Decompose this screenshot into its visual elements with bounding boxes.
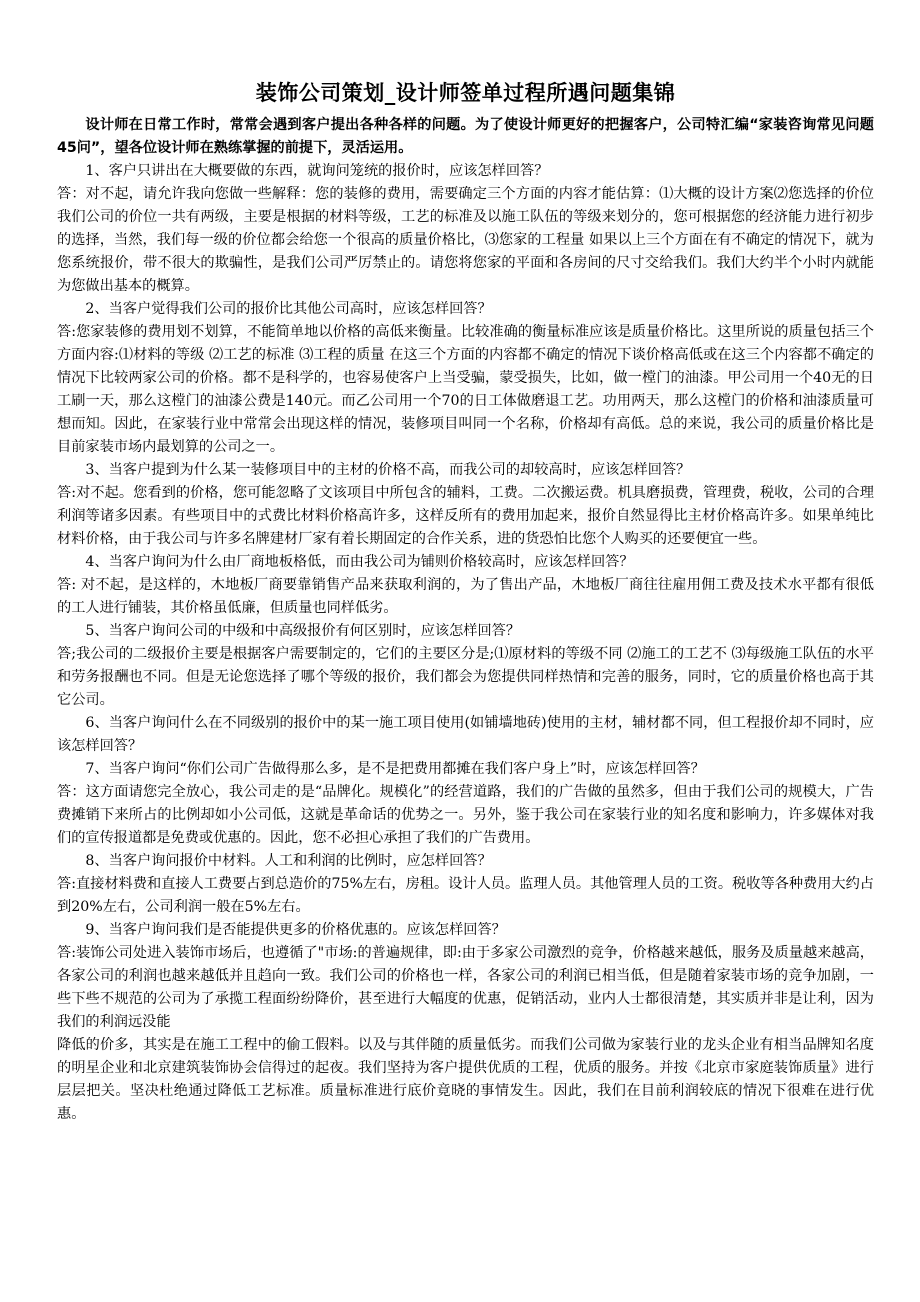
answer-9-continued: 降低的价多，其实是在施工工程中的偷工假料。以及与其伴随的质量低劣。而我们公司做为家装行业的龙头企业有相当品牌知名度的明星企业和北京建筑装饰协会信得过的起夜。我们坚持为客户提供优质的工程，优质的服务。并按《北京市家庭装饰质量》进行层层把关。坚决杜绝通过降低工艺标准。质量标准进行底价竟晓的事情发生。因此，我们在目前利润较底的情况下很难在进行优惠。: [57, 1037, 874, 1122]
question-5: 5、当客户询问公司的中级和中高级报价有何区别时，应该怎样回答？: [85, 623, 521, 639]
question-6: 6、当客户询问什么在不同级别的报价中的某一施工项目使用(如铺墙地砖)使用的主材，辅材都不同，但工程报价却不同时，应该怎样回答？: [57, 715, 874, 754]
answer-9: 答:装饰公司处进入装饰市场后，也遵循了"市场:的普遍规律，即:由于多家公司激烈的竞争，价格越来越低，服务及质量越来越高，各家公司的利润也越来越低并且趋向一致。我们公司的价格也一样，各家公司的利润已相当低，但是随着家装市场的竞争加剧，一些下些不规范的公司为了承揽工程面纷纷降价，甚至进行大幅度的优惠，促销活动，业内人士都很清楚，其实质并非是让利，因为我们的利润远没能: [57, 945, 874, 1030]
question-2: 2、当客户觉得我们公司的报价比其他公司高时，应该怎样回答？: [85, 301, 492, 317]
question-1: 1、客户只讲出在大概要做的东西，就询问笼统的报价时，应该怎样回答？: [85, 163, 549, 179]
question-3: 3、当客户提到为什么某一装修项目中的主材的价格不高，而我公司的却较高时，应该怎样回答？: [85, 462, 691, 478]
intro-paragraph: 设计师在日常工作时，常常会遇到客户提出各种各样的问题。为了使设计师更好的把握客户，公司特汇编“家装咨询常见问题45问”，望各位设计师在熟练掌握的前提下，灵活运用。: [57, 117, 874, 156]
document-title: 装饰公司策划_设计师签单过程所遇问题集锦: [255, 81, 676, 105]
question-4: 4、当客户询问为什么由厂商地板格低，而由我公司为铺则价格较高时，应该怎样回答？: [85, 554, 634, 570]
answer-5: 答;我公司的二级报价主要是根据客户需要制定的，它们的主要区分是;⑴原材料的等级不同 ⑵施工的工艺不 ⑶每级施工队伍的水平和劳务报酬也不同。但是无论您选择了哪个等级的报价，我们都会为您提供同样热情和完善的服务，同时，它的质量价格也高于其它公司。: [57, 646, 874, 708]
question-8: 8、当客户询问报价中材料。人工和利润的比例时，应怎样回答？: [85, 853, 492, 869]
question-9: 9、当客户询问我们是否能提供更多的价格优惠的。应该怎样回答？: [85, 922, 506, 938]
answer-8: 答:直接材料费和直接人工费要占到总造价的75%左右，房租。设计人员。监理人员。其他管理人员的工资。税收等各种费用大约占到20%左右，公司利润一般在5%左右。: [57, 876, 874, 915]
answer-7: 答：这方面请您完全放心，我公司走的是“品牌化。规模化”的经营道路，我们的广告做的虽然多，但由于我们公司的规模大，广告费摊销下来所占的比例却如小公司低，这就是革命话的优势之一。另外，鉴于我公司在家装行业的知名度和影响力，许多媒体对我们的宣传报道都是免费或优惠的。因此，您不必担心承担了我们的广告费用。: [57, 784, 874, 846]
answer-1: 答：对不起，请允许我向您做一些解释：您的装修的费用，需要确定三个方面的内容才能估算：⑴大概的设计方案⑵您选择的价位我们公司的价位一共有两级，主要是根据的材料等级，工艺的标准及以施工队伍的等级来划分的，您可根据您的经济能力进行初步的选择，当然，我们每一级的价位都会给您一个很高的质量价格比，⑶您家的工程量 如果以上三个方面在有不确定的情况下，就为您系统报价，带不很大的欺骗性，是我们公司严厉禁止的。请您将您家的平面和各房间的尺寸交给我们。我们大约半个小时内就能为您做出基本的概算。: [57, 186, 874, 294]
answer-4: 答: 对不起，是这样的，木地板厂商要靠销售产品来获取利润的，为了售出产品，木地板厂商往往雇用佣工费及技术水平都有很低的工人进行铺装，其价格虽低廉，但质量也同样低劣。: [57, 577, 874, 616]
answer-2: 答:您家装修的费用划不划算，不能简单地以价格的高低来衡量。比较准确的衡量标准应该是质量价格比。这里所说的质量包括三个方面内容:⑴材料的等级 ⑵工艺的标准 ⑶工程的质量 在这三个方面的内容都不确定的情况下谈价格高低或在这三个内容都不确定的情况下比较两家公司的价格。都不是科学的，也容易使客户上当受骗，蒙受损失，比如，做一樘门的油漆。甲公司用一个40无的日工刷一天，那么这樘门的油漆公费是140元。而乙公司用一个70的日工体做磨退工艺。功用两天，那么这樘门的价格和油漆质量可想而知。因此，在家装行业中常常会出现这样的情况，装修项目叫同一个名称，价格却有高低。总的来说，我公司的质量价格比是目前家装市场内最划算的公司之一。: [57, 324, 874, 455]
answer-3: 答:对不起。您看到的价格，您可能忽略了文该项目中所包含的辅料，工费。二次搬运费。机具磨损费，管理费，税收，公司的合理利润等诸多因素。有些项目中的式费比材料价格高许多，这样反所有的费用加起来，报价自然显得比主材价格高许多。如果单纯比材料价格，由于我公司与许多名牌建材厂家有着长期固定的合作关系，进的货恐怕比您个人购买的还要便宜一些。: [57, 485, 874, 547]
question-7: 7、当客户询问“你们公司广告做得那么多，是不是把费用都摊在我们客户身上”时，应该怎样回答？: [85, 761, 705, 777]
